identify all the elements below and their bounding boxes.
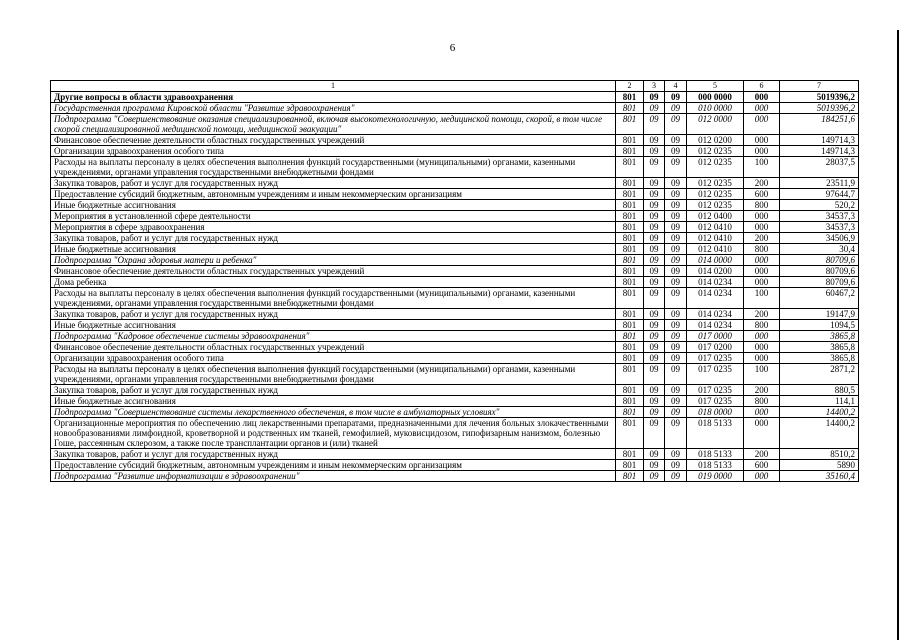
target-article-cell: 017 0000 (687, 331, 744, 342)
ministry-code-cell: 801 (616, 157, 644, 178)
table-row (51, 103, 859, 114)
subsection-code-cell: 09 (665, 135, 687, 146)
table-row (51, 92, 859, 103)
row-name-cell: Закупка товаров, работ и услуг для государственных нужд (51, 309, 616, 320)
amount-cell: 149714,3 (780, 135, 859, 146)
section-code-cell: 09 (644, 277, 665, 288)
section-code-cell: 09 (644, 418, 665, 449)
table-row (51, 407, 859, 418)
ministry-code-cell: 801 (616, 244, 644, 255)
expense-type-cell: 000 (744, 471, 780, 482)
table-row (51, 460, 859, 471)
table-row (51, 200, 859, 211)
target-article-cell: 014 0200 (687, 266, 744, 277)
ministry-code-cell: 801 (616, 92, 644, 103)
target-article-cell: 019 0000 (687, 471, 744, 482)
row-name-cell: Финансовое обеспечение деятельности областных государственных учреждений (51, 266, 616, 277)
target-article-cell: 018 5133 (687, 460, 744, 471)
target-article-cell: 012 0410 (687, 244, 744, 255)
row-name-cell: Подпрограмма "Кадровое обеспечение системы здравоохранения" (51, 331, 616, 342)
section-code-cell: 09 (644, 222, 665, 233)
expense-type-cell: 000 (744, 331, 780, 342)
row-name-cell: Расходы на выплаты персоналу в целях обеспечения выполнения функций государственными (муниципальными) органами, казенными учреждениями, органами управления государственными внебюджетными фондами (51, 364, 616, 385)
section-code-cell: 09 (644, 103, 665, 114)
subsection-code-cell: 09 (665, 471, 687, 482)
subsection-code-cell: 09 (665, 277, 687, 288)
row-name-cell: Расходы на выплаты персоналу в целях обеспечения выполнения функций государственными (муниципальными) органами, казенными учреждениями, органами управления государственными внебюджетными фондами (51, 288, 616, 309)
target-article-cell: 017 0200 (687, 342, 744, 353)
section-code-cell: 09 (644, 471, 665, 482)
section-code-cell: 09 (644, 178, 665, 189)
amount-cell: 14400,2 (780, 407, 859, 418)
target-article-cell: 012 0410 (687, 222, 744, 233)
section-code-cell: 09 (644, 385, 665, 396)
table-row (51, 255, 859, 266)
amount-cell: 80709,6 (780, 266, 859, 277)
ministry-code-cell: 801 (616, 396, 644, 407)
table-header-row (51, 81, 859, 92)
column-header: 4 (665, 81, 687, 92)
target-article-cell: 018 0000 (687, 407, 744, 418)
ministry-code-cell: 801 (616, 309, 644, 320)
expense-type-cell: 000 (744, 146, 780, 157)
section-code-cell: 09 (644, 342, 665, 353)
expense-type-cell: 000 (744, 277, 780, 288)
section-code-cell: 09 (644, 244, 665, 255)
subsection-code-cell: 09 (665, 460, 687, 471)
table-row (51, 211, 859, 222)
subsection-code-cell: 09 (665, 266, 687, 277)
table-row (51, 233, 859, 244)
row-name-cell: Предоставление субсидий бюджетным, автономным учреждениям и иным некоммерческим организациям (51, 189, 616, 200)
row-name-cell: Закупка товаров, работ и услуг для государственных нужд (51, 178, 616, 189)
expense-type-cell: 800 (744, 244, 780, 255)
table-row (51, 266, 859, 277)
subsection-code-cell: 09 (665, 288, 687, 309)
expense-type-cell: 000 (744, 255, 780, 266)
expense-type-cell: 600 (744, 460, 780, 471)
table-row (51, 320, 859, 331)
subsection-code-cell: 09 (665, 211, 687, 222)
amount-cell: 34537,3 (780, 222, 859, 233)
table-row (51, 364, 859, 385)
subsection-code-cell: 09 (665, 418, 687, 449)
ministry-code-cell: 801 (616, 407, 644, 418)
amount-cell: 2871,2 (780, 364, 859, 385)
ministry-code-cell: 801 (616, 449, 644, 460)
ministry-code-cell: 801 (616, 385, 644, 396)
row-name-cell: Предоставление субсидий бюджетным, автономным учреждениям и иным некоммерческим организациям (51, 460, 616, 471)
amount-cell: 80709,6 (780, 277, 859, 288)
row-name-cell: Организации здравоохранения особого типа (51, 353, 616, 364)
target-article-cell: 012 0200 (687, 135, 744, 146)
table-row (51, 471, 859, 482)
expense-type-cell: 200 (744, 449, 780, 460)
table-row (51, 418, 859, 449)
row-name-cell: Подпрограмма "Развитие информатизации в здравоохранении" (51, 471, 616, 482)
row-name-cell: Подпрограмма "Совершенствование системы лекарственного обеспечения, в том числе в амбулаторных условиях" (51, 407, 616, 418)
expense-type-cell: 000 (744, 353, 780, 364)
target-article-cell: 000 0000 (687, 92, 744, 103)
amount-cell: 5019396,2 (780, 103, 859, 114)
amount-cell: 3865,8 (780, 342, 859, 353)
column-header: 1 (51, 81, 616, 92)
row-name-cell: Подпрограмма "Совершенствование оказания специализированной, включая высокотехнологичную, медицинской помощи, скорой, в том числе скорой специализированной медицинской помощи, медицинской эвакуации" (51, 114, 616, 135)
ministry-code-cell: 801 (616, 255, 644, 266)
ministry-code-cell: 801 (616, 353, 644, 364)
amount-cell: 80709,6 (780, 255, 859, 266)
ministry-code-cell: 801 (616, 189, 644, 200)
amount-cell: 60467,2 (780, 288, 859, 309)
ministry-code-cell: 801 (616, 331, 644, 342)
amount-cell: 5019396,2 (780, 92, 859, 103)
ministry-code-cell: 801 (616, 178, 644, 189)
row-name-cell: Расходы на выплаты персоналу в целях обеспечения выполнения функций государственными (муниципальными) органами, казенными учреждениями, органами управления государственными внебюджетными фондами (51, 157, 616, 178)
table-row (51, 396, 859, 407)
ministry-code-cell: 801 (616, 146, 644, 157)
table-row (51, 277, 859, 288)
row-name-cell: Закупка товаров, работ и услуг для государственных нужд (51, 385, 616, 396)
amount-cell: 19147,9 (780, 309, 859, 320)
ministry-code-cell: 801 (616, 364, 644, 385)
table-row (51, 189, 859, 200)
subsection-code-cell: 09 (665, 320, 687, 331)
target-article-cell: 012 0235 (687, 146, 744, 157)
target-article-cell: 018 5133 (687, 449, 744, 460)
section-code-cell: 09 (644, 449, 665, 460)
section-code-cell: 09 (644, 135, 665, 146)
amount-cell: 5890 (780, 460, 859, 471)
row-name-cell: Государственная программа Кировской области "Развитие здравоохранения" (51, 103, 616, 114)
subsection-code-cell: 09 (665, 92, 687, 103)
column-header: 3 (644, 81, 665, 92)
section-code-cell: 09 (644, 200, 665, 211)
target-article-cell: 010 0000 (687, 103, 744, 114)
table-row (51, 222, 859, 233)
target-article-cell: 017 0235 (687, 396, 744, 407)
subsection-code-cell: 09 (665, 103, 687, 114)
ministry-code-cell: 801 (616, 418, 644, 449)
row-name-cell: Другие вопросы в области здравоохранения (51, 92, 616, 103)
expense-type-cell: 800 (744, 396, 780, 407)
section-code-cell: 09 (644, 396, 665, 407)
table-row (51, 288, 859, 309)
expense-type-cell: 000 (744, 114, 780, 135)
expense-type-cell: 000 (744, 418, 780, 449)
expense-type-cell: 000 (744, 103, 780, 114)
target-article-cell: 014 0234 (687, 309, 744, 320)
target-article-cell: 014 0234 (687, 288, 744, 309)
expense-type-cell: 800 (744, 200, 780, 211)
section-code-cell: 09 (644, 233, 665, 244)
amount-cell: 3865,8 (780, 331, 859, 342)
row-name-cell: Дома ребенка (51, 277, 616, 288)
amount-cell: 8510,2 (780, 449, 859, 460)
ministry-code-cell: 801 (616, 103, 644, 114)
table-row (51, 178, 859, 189)
expense-type-cell: 200 (744, 385, 780, 396)
ministry-code-cell: 801 (616, 114, 644, 135)
row-name-cell: Иные бюджетные ассигнования (51, 200, 616, 211)
expense-type-cell: 600 (744, 189, 780, 200)
subsection-code-cell: 09 (665, 189, 687, 200)
subsection-code-cell: 09 (665, 178, 687, 189)
section-code-cell: 09 (644, 288, 665, 309)
expense-type-cell: 000 (744, 211, 780, 222)
target-article-cell: 018 5133 (687, 418, 744, 449)
table-row (51, 157, 859, 178)
amount-cell: 34506,9 (780, 233, 859, 244)
row-name-cell: Мероприятия в сфере здравоохранения (51, 222, 616, 233)
subsection-code-cell: 09 (665, 396, 687, 407)
expense-type-cell: 000 (744, 407, 780, 418)
section-code-cell: 09 (644, 309, 665, 320)
row-name-cell: Иные бюджетные ассигнования (51, 244, 616, 255)
subsection-code-cell: 09 (665, 233, 687, 244)
column-header: 6 (744, 81, 780, 92)
amount-cell: 35160,4 (780, 471, 859, 482)
subsection-code-cell: 09 (665, 407, 687, 418)
amount-cell: 30,4 (780, 244, 859, 255)
row-name-cell: Закупка товаров, работ и услуг для государственных нужд (51, 233, 616, 244)
row-name-cell: Финансовое обеспечение деятельности областных государственных учреждений (51, 135, 616, 146)
table-row (51, 342, 859, 353)
row-name-cell: Финансовое обеспечение деятельности областных государственных учреждений (51, 342, 616, 353)
section-code-cell: 09 (644, 146, 665, 157)
subsection-code-cell: 09 (665, 157, 687, 178)
subsection-code-cell: 09 (665, 255, 687, 266)
row-name-cell: Иные бюджетные ассигнования (51, 320, 616, 331)
ministry-code-cell: 801 (616, 200, 644, 211)
target-article-cell: 012 0235 (687, 189, 744, 200)
amount-cell: 23511,9 (780, 178, 859, 189)
budget-table (50, 80, 859, 482)
table-row (51, 331, 859, 342)
section-code-cell: 09 (644, 255, 665, 266)
table-row (51, 146, 859, 157)
table-body (51, 92, 859, 482)
row-name-cell: Подпрограмма "Охрана здоровья матери и ребенка" (51, 255, 616, 266)
column-header: 2 (616, 81, 644, 92)
expense-type-cell: 000 (744, 135, 780, 146)
section-code-cell: 09 (644, 114, 665, 135)
subsection-code-cell: 09 (665, 309, 687, 320)
target-article-cell: 014 0000 (687, 255, 744, 266)
row-name-cell: Мероприятия в установленной сфере деятельности (51, 211, 616, 222)
table-row (51, 114, 859, 135)
ministry-code-cell: 801 (616, 233, 644, 244)
amount-cell: 114,1 (780, 396, 859, 407)
column-header: 7 (780, 81, 859, 92)
target-article-cell: 017 0235 (687, 385, 744, 396)
amount-cell: 880,5 (780, 385, 859, 396)
section-code-cell: 09 (644, 407, 665, 418)
expense-type-cell: 100 (744, 364, 780, 385)
row-name-cell: Закупка товаров, работ и услуг для государственных нужд (51, 449, 616, 460)
expense-type-cell: 000 (744, 222, 780, 233)
subsection-code-cell: 09 (665, 200, 687, 211)
table-row (51, 244, 859, 255)
target-article-cell: 012 0235 (687, 157, 744, 178)
section-code-cell: 09 (644, 266, 665, 277)
section-code-cell: 09 (644, 460, 665, 471)
target-article-cell: 012 0235 (687, 178, 744, 189)
subsection-code-cell: 09 (665, 146, 687, 157)
target-article-cell: 017 0235 (687, 364, 744, 385)
expense-type-cell: 100 (744, 288, 780, 309)
expense-type-cell: 200 (744, 233, 780, 244)
page-edge-line (897, 30, 899, 640)
ministry-code-cell: 801 (616, 135, 644, 146)
subsection-code-cell: 09 (665, 449, 687, 460)
subsection-code-cell: 09 (665, 385, 687, 396)
expense-type-cell: 800 (744, 320, 780, 331)
table-row (51, 385, 859, 396)
section-code-cell: 09 (644, 211, 665, 222)
target-article-cell: 012 0400 (687, 211, 744, 222)
expense-type-cell: 200 (744, 309, 780, 320)
ministry-code-cell: 801 (616, 471, 644, 482)
table-row (51, 353, 859, 364)
ministry-code-cell: 801 (616, 222, 644, 233)
page-number: 6 (449, 42, 456, 54)
target-article-cell: 012 0000 (687, 114, 744, 135)
amount-cell: 149714,3 (780, 146, 859, 157)
table-row (51, 309, 859, 320)
amount-cell: 34537,3 (780, 211, 859, 222)
expense-type-cell: 000 (744, 342, 780, 353)
amount-cell: 184251,6 (780, 114, 859, 135)
ministry-code-cell: 801 (616, 342, 644, 353)
subsection-code-cell: 09 (665, 364, 687, 385)
section-code-cell: 09 (644, 364, 665, 385)
table-row (51, 135, 859, 146)
expense-type-cell: 000 (744, 266, 780, 277)
row-name-cell: Иные бюджетные ассигнования (51, 396, 616, 407)
target-article-cell: 012 0235 (687, 200, 744, 211)
section-code-cell: 09 (644, 189, 665, 200)
row-name-cell: Организации здравоохранения особого типа (51, 146, 616, 157)
amount-cell: 1094,5 (780, 320, 859, 331)
amount-cell: 97644,7 (780, 189, 859, 200)
section-code-cell: 09 (644, 92, 665, 103)
ministry-code-cell: 801 (616, 211, 644, 222)
expense-type-cell: 100 (744, 157, 780, 178)
subsection-code-cell: 09 (665, 342, 687, 353)
subsection-code-cell: 09 (665, 222, 687, 233)
section-code-cell: 09 (644, 353, 665, 364)
section-code-cell: 09 (644, 320, 665, 331)
target-article-cell: 014 0234 (687, 320, 744, 331)
ministry-code-cell: 801 (616, 320, 644, 331)
amount-cell: 3865,8 (780, 353, 859, 364)
subsection-code-cell: 09 (665, 114, 687, 135)
amount-cell: 520,2 (780, 200, 859, 211)
ministry-code-cell: 801 (616, 460, 644, 471)
table-row (51, 449, 859, 460)
ministry-code-cell: 801 (616, 288, 644, 309)
section-code-cell: 09 (644, 331, 665, 342)
target-article-cell: 017 0235 (687, 353, 744, 364)
amount-cell: 14400,2 (780, 418, 859, 449)
expense-type-cell: 000 (744, 92, 780, 103)
ministry-code-cell: 801 (616, 266, 644, 277)
expense-type-cell: 200 (744, 178, 780, 189)
subsection-code-cell: 09 (665, 331, 687, 342)
target-article-cell: 014 0234 (687, 277, 744, 288)
ministry-code-cell: 801 (616, 277, 644, 288)
row-name-cell: Организационные мероприятия по обеспечению лиц лекарственными препаратами, предназначенными для лечения больных злокачественными новообразованиями лимфоидной, кроветворной и родственных им тканей, гемофилией, муковисцидозом, гипофизарным нанизмом, болезнью Гоше, рассеянным склерозом, а также после трансплантации органов и (или) тканей (51, 418, 616, 449)
subsection-code-cell: 09 (665, 244, 687, 255)
amount-cell: 28037,5 (780, 157, 859, 178)
column-header: 5 (687, 81, 744, 92)
section-code-cell: 09 (644, 157, 665, 178)
target-article-cell: 012 0410 (687, 233, 744, 244)
subsection-code-cell: 09 (665, 353, 687, 364)
